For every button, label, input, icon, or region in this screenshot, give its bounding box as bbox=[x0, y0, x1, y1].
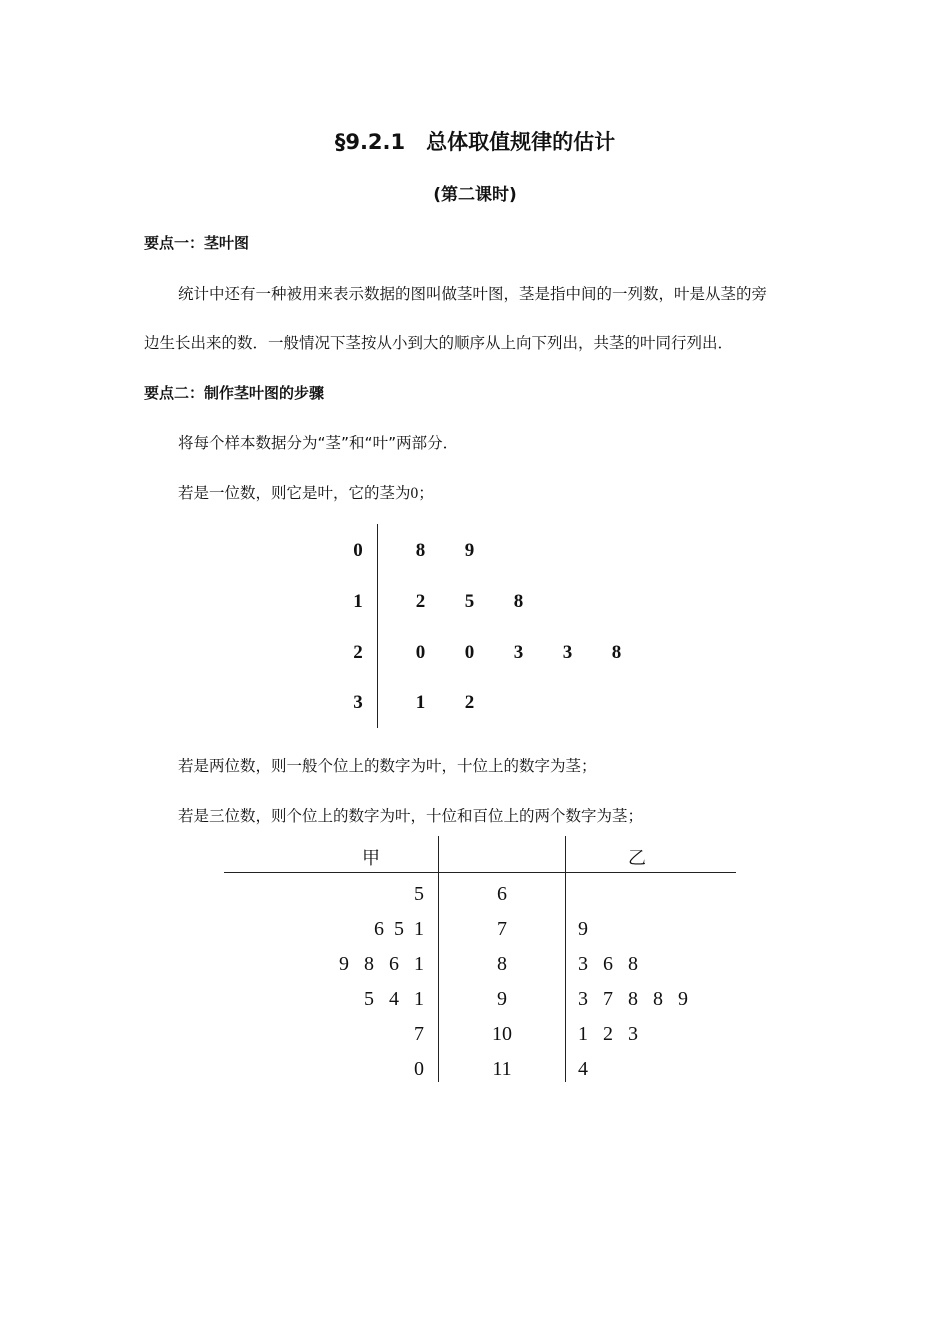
left-leaves: 6 5 1 bbox=[374, 918, 424, 940]
stem-value: 9 bbox=[497, 988, 507, 1010]
stem-leaf-plot-1 bbox=[330, 524, 650, 730]
stem-value: 7 bbox=[497, 918, 507, 940]
right-leaves: 4 bbox=[578, 1058, 588, 1080]
leaf-value: 5 bbox=[464, 591, 475, 612]
left-leaves: 9 8 6 1 bbox=[339, 953, 424, 975]
section2-line2-num: 0 bbox=[410, 485, 419, 502]
stem-divider-line bbox=[377, 524, 378, 728]
leaf-value: 2 bbox=[464, 692, 475, 713]
header-divider-line bbox=[224, 872, 736, 873]
section2-line4: 若是三位数，则个位上的数字为叶，十位和百位上的两个数字为茎； bbox=[178, 807, 644, 825]
page-title: §9.2.1 总体取值规律的估计 bbox=[334, 130, 616, 154]
stem-value: 1 bbox=[353, 591, 363, 612]
right-leaves: 1 2 3 bbox=[578, 1023, 638, 1045]
leaf-value: 0 bbox=[464, 642, 475, 663]
leaf-value: 0 bbox=[415, 642, 426, 663]
right-leaves: 3 7 8 8 9 bbox=[578, 988, 688, 1010]
section2-line3: 若是两位数，则一般个位上的数字为叶，十位上的数字为茎； bbox=[178, 757, 597, 775]
page-subtitle: (第二课时) bbox=[433, 185, 517, 205]
stem-value: 11 bbox=[492, 1058, 512, 1080]
right-leaves: 3 6 8 bbox=[578, 953, 638, 975]
left-leaves: 5 bbox=[414, 883, 424, 905]
section2-line1: 将每个样本数据分为“茎”和“叶”两部分． bbox=[178, 434, 459, 452]
leaf-value: 8 bbox=[513, 591, 524, 612]
left-divider-line bbox=[438, 836, 439, 1082]
left-header: 甲 bbox=[362, 848, 380, 869]
section1-para-line1: 统计中还有一种被用来表示数据的图叫做茎叶图，茎是指中间的一列数，叶是从茎的旁 bbox=[178, 285, 768, 303]
stem-value: 0 bbox=[353, 540, 363, 561]
leaf-value: 1 bbox=[415, 692, 426, 713]
section1-para-line2: 边生长出来的数．一般情况下茎按从小到大的顺序从上向下列出，共茎的叶同行列出． bbox=[144, 334, 734, 352]
section1-heading: 要点一：茎叶图 bbox=[144, 234, 250, 252]
leaf-value: 8 bbox=[611, 642, 622, 663]
leaf-value: 2 bbox=[415, 591, 426, 612]
left-leaves: 0 bbox=[414, 1058, 424, 1080]
leaf-value: 9 bbox=[464, 540, 475, 561]
section2-line2 bbox=[178, 481, 434, 503]
leaf-value: 8 bbox=[415, 540, 426, 561]
stem-value: 8 bbox=[497, 953, 507, 975]
right-header: 乙 bbox=[628, 848, 646, 869]
stem-value: 6 bbox=[497, 883, 507, 905]
section2-line2-text: 若是一位数，则它是叶，它的茎为 bbox=[178, 484, 411, 502]
stem-value: 2 bbox=[353, 642, 363, 663]
left-leaves: 5 4 1 bbox=[364, 988, 424, 1010]
right-divider-line bbox=[565, 836, 566, 1082]
left-leaves: 7 bbox=[414, 1023, 424, 1045]
section2-line2-end: ； bbox=[418, 484, 434, 502]
stem-value: 3 bbox=[353, 692, 363, 713]
right-leaves: 9 bbox=[578, 918, 588, 940]
stem-value: 10 bbox=[492, 1023, 512, 1045]
leaf-value: 3 bbox=[513, 642, 524, 663]
section2-heading: 要点二：制作茎叶图的步骤 bbox=[144, 384, 325, 402]
leaf-value: 3 bbox=[562, 642, 573, 663]
stem-leaf-plot-2 bbox=[224, 836, 738, 1086]
